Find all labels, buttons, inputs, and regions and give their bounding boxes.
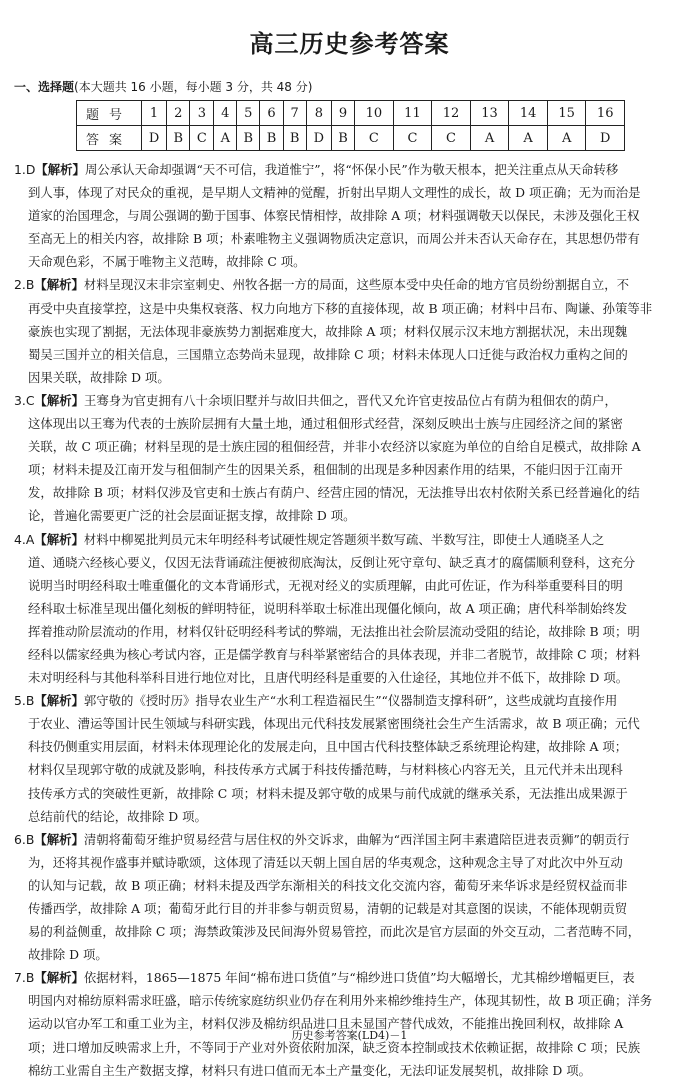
explanation-text: 材料仅呈现郭守敬的成就及影响，科技传承方式属于科技传播范畴，与材料核心内容无关，且元代并未出现科: [28, 762, 623, 778]
item-number: 1.D: [14, 162, 36, 177]
explanation-text: 易的利益侧重，故排除 C 项；海禁政策涉及民间海外贸易管控，而此次是官方层面的外交互动，二者范畴不同，: [28, 924, 641, 940]
answer-cell: C: [393, 126, 432, 151]
explanation-line: [14, 597, 690, 620]
explanation-line: [14, 943, 690, 966]
section-heading-label: 一、选择题: [14, 80, 75, 94]
question-number-cell: 8: [306, 101, 331, 126]
explanation-text: 蜀吴三国并立的相关信息，三国鼎立态势尚未显现，故排除 C 项；材料未体现人口迁徙与政治权力重构之间的: [28, 346, 628, 362]
explanation-text: 运动以官办军工和重工业为主，材料仅涉及棉纺织品进口且未显国产替代成效，不能推出挽回利权，故排除 A: [28, 1016, 624, 1032]
question-number-cell: 5: [237, 101, 260, 126]
explanation-line: [14, 551, 690, 574]
question-number-cell: 13: [470, 101, 509, 126]
explanation-text: 项；进口增加反映需求上升，不等同于产业对外资依附加深，缺乏资本控制或技术依赖证据，故排除 C 项；民族: [28, 1039, 641, 1055]
answer-cell: C: [355, 126, 394, 151]
explanation-text: 天命观色彩，不属于唯物主义范畴，故排除 C 项。: [28, 254, 306, 270]
question-number-cell: 3: [190, 101, 214, 126]
explanation-text: 这体现出以王骞为代表的士族阶层拥有大量土地，通过租佃形式经营，深刻反映出士族与庄园经济之间的紧密: [28, 416, 623, 432]
explanation-line: [14, 989, 690, 1012]
question-number-cell: 2: [167, 101, 190, 126]
answer-table-answer-row: [77, 126, 625, 151]
explanation-tag: 【解析】: [35, 162, 85, 177]
explanation-text: 于农业、漕运等国计民生领域与科研实践，体现出元代科技发展紧密围绕社会生产生活需求，故 B 项正确；元代: [28, 716, 640, 732]
explanation-line: [14, 227, 690, 250]
answer-cell: C: [190, 126, 214, 151]
answer-cell: C: [432, 126, 471, 151]
explanation-line: [14, 758, 690, 781]
question-number-cell: 10: [355, 101, 394, 126]
explanation-line: [14, 481, 690, 504]
explanation-first-line: [14, 828, 690, 851]
explanation-line: [14, 204, 690, 227]
explanation-text: 的认知与记载，故 B 项正确；材料未提及西学东渐相关的科技文化交流内容，葡萄牙来华诉求是经贸权益而非: [28, 877, 628, 893]
explanation-text: 到人事，体现了对民众的重视，是早期人文精神的觉醒，折射出早期人文理性的成长，故 D 项正确；无为而治是: [28, 185, 641, 201]
explanation-line: [14, 343, 690, 366]
explanation-first-line: [14, 528, 690, 551]
item-number: 7.B: [14, 970, 35, 986]
explanation-text: 明国内对棉纺原料需求旺盛，暗示传统家庭纺织业仍存在利用外来棉纱维持生产，体现其韧性，故 B 项正确；洋务: [28, 993, 653, 1009]
explanation-line: [14, 297, 690, 320]
question-number-cell: 4: [214, 101, 237, 126]
section-heading: [14, 78, 312, 95]
explanation-line: [14, 574, 690, 597]
explanation-line: [14, 782, 690, 805]
explanation-first-line: [14, 389, 690, 412]
explanation-text: 关联，故 C 项正确；材料呈现的是士族庄园的租佃经营，并非小农经济以家庭为单位的自给自足模式，故排除 A: [28, 439, 641, 455]
explanation-line: [14, 643, 690, 666]
item-number: 3.C: [14, 392, 35, 408]
question-number-cell: 16: [586, 101, 625, 126]
question-number-cell: 6: [260, 101, 283, 126]
item-number: 4.A: [14, 531, 35, 547]
explanation-text: 项；材料未提及江南开发与租佃制产生的因果关系，租佃制的出现是多种因素作用的结果，不能归因于江南开: [28, 462, 623, 478]
explanation-line: [14, 666, 690, 689]
explanation-text: 论，普遍化需要更广泛的社会层面证据支撑，故排除 D 项。: [28, 508, 356, 524]
explanation-text: 材料呈现汉末非宗室刺史、州牧各据一方的局面，这些原本受中央任命的地方官员纷纷割据自立，不: [83, 277, 630, 293]
explanation-text: 经科取士标准呈现出僵化刻板的鲜明特征，说明科举取士标准出现僵化倾向，故 A 项正确；唐代科举制始终发: [28, 600, 628, 616]
answer-table: [76, 100, 625, 151]
page-title: 高三历史参考答案: [249, 30, 450, 58]
explanation-text: 棉纺工业需自主生产数据支撑，材料只有进口值而无本土产量变化，无法印证发展契机，故排除 D 项。: [28, 1062, 591, 1078]
explanation-tag: 【解析】: [34, 831, 84, 847]
page-footer: 历史参考答案(LD4)－1: [291, 1029, 408, 1042]
answer-cell: D: [142, 126, 167, 151]
explanation-tag: 【解析】: [34, 277, 84, 293]
explanation-text: 依据材料，1865—1875 年间“棉布进口货值”与“棉纱进口货值”均大幅增长，尤其棉纱增幅更巨，表: [83, 970, 635, 986]
explanation-line: [14, 458, 690, 481]
explanation-line: [14, 181, 690, 204]
explanation-tag: 【解析】: [34, 693, 84, 709]
explanation-line: [14, 320, 690, 343]
explanation-text: 清朝将葡萄牙维护贸易经营与居住权的外交诉求，曲解为“西洋国主阿丰素遣陪臣进表贡狮”的朝贡行: [83, 831, 630, 847]
explanation-text: 发，故排除 B 项；材料仅涉及官吏和士族占有荫户、经营庄园的情况，无法推导出农村依附关系已经普遍化的结: [28, 485, 640, 501]
explanation-line: [14, 851, 690, 874]
item-number: 6.B: [14, 831, 35, 847]
answer-cell: B: [237, 126, 260, 151]
explanation-text: 说明当时明经科取士唯重僵化的文本背诵形式，无视对经义的实质理解，由此可佐证，作为科举重要科目的明: [28, 577, 623, 593]
item-number: 5.B: [14, 693, 35, 709]
explanation-text: 经科以儒家经典为核心考试内容，正是儒学教育与科举紧密结合的具体表现，并非二者脱节，故排除 C 项；材料: [28, 646, 641, 662]
explanation-text: 材料中柳冕批判员元末年明经科考试硬性规定答题须半数写疏、半数写注，即使士人通晓圣人之: [83, 531, 605, 547]
item-number: 2.B: [14, 277, 35, 293]
explanation-text: 因果关联，故排除 D 项。: [28, 369, 170, 385]
answer-table-number-row: [77, 101, 625, 126]
answer-cell: A: [214, 126, 237, 151]
explanation-tag: 【解析】: [34, 531, 84, 547]
explanation-text: 郭守敬的《授时历》指导农业生产“水利工程造福民生”“仪器制造支撑科研”，这些成就均直接作用: [83, 693, 618, 709]
explanation-text: 为，还将其视作盛事并赋诗歌颂，这体现了清廷以天朝上国自居的华夷观念，这种观念主导了对此次中外互动: [28, 854, 623, 870]
question-number-cell: 15: [547, 101, 586, 126]
answer-cell: B: [283, 126, 306, 151]
explanation-line: [14, 435, 690, 458]
explanation-first-line: [14, 273, 690, 296]
explanation-tag: 【解析】: [34, 392, 85, 408]
question-number-cell: 11: [393, 101, 432, 126]
explanation-text: 技传承方式的突破性更新，故排除 C 项；材料未提及郭守敬的成果与前代成就的继承关系，无法推出成果源于: [28, 785, 628, 801]
explanation-line: [14, 366, 690, 389]
explanation-tag: 【解析】: [34, 970, 84, 986]
explanation-line: [14, 897, 690, 920]
explanation-first-line: [14, 966, 690, 989]
explanation-text: 至高无上的相关内容，故排除 B 项；朴素唯物主义强调物质决定意识，而周公并未否认天命存在，其思想仍带有: [28, 231, 640, 247]
section-heading-note: (本大题共 16 小题，每小题 3 分，共 48 分): [74, 80, 313, 94]
explanation-line: [14, 250, 690, 273]
explanation-text: 道、通晓六经核心要义，仅因无法背诵疏注便被彻底淘汰，反倒让死守章句、缺乏真才的腐儒顺利登科，这充分: [28, 554, 636, 570]
explanation-line: [14, 620, 690, 643]
explanation-text: 王骞身为官吏拥有八十余顷旧墅并与故旧共佃之，晋代又允许官吏按品位占有荫为租佃农的荫户，: [84, 392, 617, 408]
question-number-cell: 14: [509, 101, 548, 126]
explanations: [14, 158, 690, 1082]
answer-cell: B: [260, 126, 283, 151]
explanation-text: 未对明经科与其他科举科目进行地位对比，且唐代明经科是重要的入仕途径，其地位并不低下，故排除 D 项。: [28, 670, 629, 686]
question-number-cell: 7: [283, 101, 306, 126]
explanation-text: 再受中央直接掌控，这是中央集权衰落、权力向地方下移的直接体现，故 B 项正确；材料中吕布、陶谦、孙策等非: [28, 300, 653, 316]
answer-cell: A: [470, 126, 509, 151]
question-number-cell: 12: [432, 101, 471, 126]
answer-cell: B: [331, 126, 354, 151]
explanation-line: [14, 735, 690, 758]
explanation-text: 周公承认天命却强调“天不可信，我道惟宁”，将“怀保小民”作为敬天根本，把关注重点从天命转移: [84, 162, 619, 177]
answer-header: 答案: [77, 126, 142, 151]
answer-cell: B: [167, 126, 190, 151]
explanation-line: [14, 504, 690, 527]
question-number-header: 题号: [77, 101, 142, 126]
explanation-text: 总结前代的结论，故排除 D 项。: [28, 808, 207, 824]
explanation-line: [14, 412, 690, 435]
explanation-text: 故排除 D 项。: [28, 947, 108, 963]
question-number-cell: 1: [142, 101, 167, 126]
explanation-first-line: [14, 689, 690, 712]
explanation-text: 传播西学，故排除 A 项；葡萄牙此行目的并非参与朝贡贸易，清朝的记载是对其意图的误读，不能体现朝贡贸: [28, 901, 628, 916]
explanation-line: [14, 920, 690, 943]
explanation-first-line: [14, 158, 690, 181]
explanation-line: [14, 805, 690, 828]
explanation-text: 科技仍侧重实用层面，材料未体现理论化的发展走向，且中国古代科技整体缺乏系统理论构建，故排除 A 项；: [28, 739, 628, 755]
question-number-cell: 9: [331, 101, 354, 126]
explanation-text: 挥着推动阶层流动的作用，材料仅针砭明经科考试的弊端，无法推出社会阶层流动受阻的结论，故排除 B 项；明: [28, 623, 640, 639]
answer-cell: A: [547, 126, 586, 151]
answer-cell: D: [586, 126, 625, 151]
explanation-line: [14, 712, 690, 735]
answer-cell: D: [306, 126, 331, 151]
explanation-line: [14, 1059, 690, 1082]
explanation-text: 道家的治国理念，与周公强调的勤于国事、体察民情相悖，故排除 A 项；材料强调敬天以保民，未涉及强化王权: [28, 208, 640, 224]
explanation-line: [14, 874, 690, 897]
answer-cell: A: [509, 126, 548, 151]
explanation-text: 豪族也实现了割据，无法体现非豪族势力割据难度大，故排除 A 项；材料仅展示汉末地方割据状况，未出现魏: [28, 323, 628, 339]
